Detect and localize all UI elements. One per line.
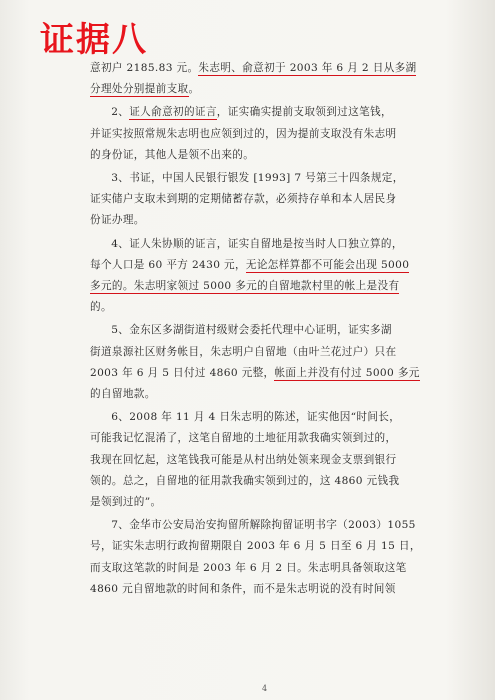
underlined-text: 帐面上并没有付过 5000 多元 <box>274 366 420 379</box>
text-line <box>90 515 468 536</box>
text-line <box>90 124 468 145</box>
evidence-heading: 证据八 <box>40 20 148 60</box>
paragraph <box>90 102 468 166</box>
text-segment: 领的。总之，自留地的征用款我确实领到过的，这 4860 元钱我 <box>90 474 400 487</box>
text-line <box>90 297 468 318</box>
text-segment: 份证办理。 <box>90 214 145 227</box>
underlined-text: 多元的。朱志明家领过 5000 多元的自留地款村里的帐上是没有 <box>90 280 400 293</box>
text-segment: 每个人口是 60 平方 2430 元， <box>90 258 246 271</box>
underlined-text: 无论怎样算都不可能会出现 5000 <box>245 258 410 271</box>
text-line <box>90 407 468 428</box>
text-segment: 5、金东区多湖街道村级财会委托代理中心证明，证实多湖 <box>111 324 392 337</box>
text-segment: 。 <box>188 83 200 96</box>
text-line <box>90 428 468 449</box>
document-body <box>90 58 468 602</box>
text-segment: 4、证人朱协顺的证言，证实自留地是按当时人口独立算的， <box>111 237 403 250</box>
text-segment: 的身份证，其他人是领不出来的。 <box>90 148 255 161</box>
text-line <box>90 255 468 276</box>
text-line <box>90 558 468 579</box>
text-line <box>90 79 468 100</box>
text-segment: 并证实按照常规朱志明也应领到过的，因为提前支取没有朱志明 <box>90 127 397 140</box>
text-segment: 3、书证，中国人民银行银发 [1993] 7 号第三十四条规定， <box>111 172 404 185</box>
underlined-text: 朱志明、俞意初于 2003 年 6 月 2 日从多湖 <box>198 62 417 74</box>
text-segment: 2003 年 6 月 5 日付过 4860 元整， <box>90 366 275 379</box>
text-segment: 证实储户支取未到期的定期储蓄存款，必须持存单和本人居民身 <box>90 193 397 206</box>
text-line <box>90 145 468 166</box>
text-segment: 号，证实朱志明行政拘留期限自 2003 年 6 月 5 日至 6 月 15 日， <box>90 540 421 553</box>
text-line <box>90 384 468 405</box>
paragraph <box>90 234 468 319</box>
text-segment: ，证实确实提前支取领到过这笔钱， <box>216 106 392 119</box>
text-line <box>90 189 468 210</box>
text-segment: 7、金华市公安局治安拘留所解除拘留证明书字（2003）1055 <box>111 519 416 532</box>
page-number: 4 <box>262 684 268 693</box>
text-segment: 街道泉源社区财务帐目，朱志明户自留地（由叶兰花过户）只在 <box>90 345 397 358</box>
text-line <box>90 471 468 492</box>
text-line <box>90 210 468 231</box>
paragraph <box>90 320 468 405</box>
text-line <box>90 363 468 384</box>
text-line <box>90 276 468 297</box>
text-line <box>90 492 468 513</box>
text-segment: 的自留地款。 <box>90 388 156 401</box>
text-line <box>90 579 468 600</box>
text-segment: 是领到过的”。 <box>90 496 162 509</box>
paragraph <box>90 407 468 513</box>
text-line <box>90 450 468 471</box>
text-segment: 可能我记忆混淆了，这笔自留地的土地征用款我确实领到过的， <box>90 432 397 445</box>
underlined-text: 分理处分别提前支取 <box>90 83 189 96</box>
underlined-text: 证人俞意初的证言 <box>129 106 217 119</box>
text-line <box>90 320 468 341</box>
text-line <box>90 342 468 363</box>
text-line <box>90 102 468 123</box>
text-segment: 而支取这笔款的时间是 2003 年 6 月 2 日。朱志明具备领取这笔 <box>90 561 407 574</box>
text-segment: 我现在回忆起，这笔钱我可能是从村出纳处领来现金支票到银行 <box>90 453 397 466</box>
paragraph <box>90 168 468 232</box>
text-line <box>90 168 468 189</box>
text-segment: 6、2008 年 11 月 4 日朱志明的陈述，证实他因“时间长， <box>111 411 401 424</box>
text-segment: 4860 元自留地款的时间和条件，而不是朱志明说的没有时间领 <box>90 582 396 595</box>
text-segment: 2、 <box>111 106 130 119</box>
text-line <box>90 536 468 557</box>
paragraph <box>90 58 468 100</box>
text-line <box>90 58 468 79</box>
text-line <box>90 234 468 255</box>
text-segment: 意初户 2185.83 元。 <box>90 62 199 74</box>
text-segment: 的。 <box>90 301 112 314</box>
paragraph <box>90 515 468 600</box>
